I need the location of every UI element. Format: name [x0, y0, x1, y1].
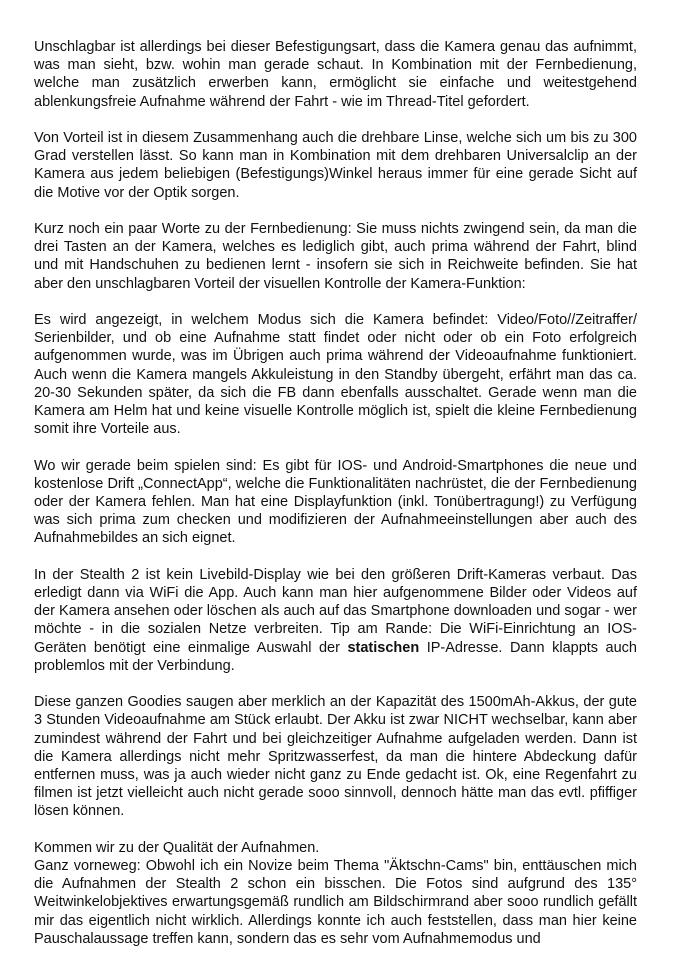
paragraph-quality: Ganz vorneweg: Obwohl ich ein Novize beim Thema "Äktschn-Cams" bin, enttäuschen mich die Aufnahmen der Stealth 2 schon ein bisschen. Die Fotos sind aufgrund des 135° Weitwinkelobjektives erwartungsgemäß rundlich am Bildschirmrand aber sooo rundlich gefällt mir das eigentlich nicht wirklich. Allerdings konnte ich auch feststellen, dass man hier keine Pauschalaussage treffen kann, sondern das es sehr vom Aufnahmemodus und	[34, 858, 637, 947]
paragraph-rotatable-lens: Von Vorteil ist in diesem Zusammenhang auch die drehbare Linse, welche sich um bis zu 300 Grad verstellen lässt. So kann man in Kombination mit dem drehbaren Universalclip an der Kamera aus jedem beliebigen (Befestigungs)Winkel heraus immer für eine gerade Sicht auf die Motive vor der Optik sorgen.	[34, 130, 637, 201]
paragraph-mount-advantage: Unschlagbar ist allerdings bei dieser Befestigungsart, dass die Kamera genau das aufnimmt, was man sieht, bzw. wohin man gerade schaut. In Kombination mit der Fernbedienung, welche man zusätzlich erwerben kann, ermöglicht sie einfache und weitestgehend ablenkungsfreie Aufnahme während der Fahrt - wie im Thread-Titel gefordert.	[34, 39, 637, 110]
paragraph-remote-control: Kurz noch ein paar Worte zu der Fernbedienung: Sie muss nichts zwingend sein, da man die drei Tasten an der Kamera, welches es lediglich gibt, auch prima während der Fahrt, blind und mit Handschuhen zu bedienen lernt - insofern sie sich in Reichweite befinden. Sie hat aber den unschlagbaren Vorteil der visuellen Kontrolle der Kamera-Funktion:	[34, 221, 637, 292]
paragraph-connect-app: Wo wir gerade beim spielen sind: Es gibt für IOS- und Android-Smartphones die neue und kostenlose Drift „ConnectApp“, welche die Funktionalitäten nachrüstet, die der Fernbedienung oder der Kamera fehlen. Man hat eine Displayfunktion (inkl. Tonübertragung!) zu Verfügung was sich prima zum checken und modifizieren der Aufnahmeeinstellungen aber auch des Aufnahmebildes an sich eignet.	[34, 457, 637, 547]
quality-heading: Kommen wir zu der Qualität der Aufnahmen.	[34, 839, 320, 856]
paragraph-battery: Diese ganzen Goodies saugen aber merklich an der Kapazität des 1500mAh-Akkus, der gute 3 Stunden Videoaufnahme am Stück erlaubt. Der Akku ist zwar NICHT wechselbar, kann aber zumindest während der Fahrt und bei gleichzeitiger Aufnahme aufgeladen werden. Dann ist die Kamera allerdings nicht mehr Spritzwasserfest, da man die hintere Abdeckung dafür entfernen muss, was ja auch wieder nicht ganz zu Ende gedacht ist. Ok, eine Regenfahrt zu filmen ist jetzt vielleicht auch nicht gerade sooo sinnvoll, dennoch hätte man das evtl. pfiffiger lösen können.	[34, 694, 637, 820]
stealth-bold-word: statischen	[347, 639, 420, 656]
paragraph-stealth-wifi	[34, 566, 637, 675]
stealth-text-after: IP-Adresse. Dann klappts auch problemlos mit der Verbindung.	[34, 639, 637, 674]
stealth-text-before: In der Stealth 2 ist kein Livebild-Display wie bei den größeren Drift-Kameras verbaut. Das erledigt dann via WiFi die App. Auch kann man hier aufgenommene Bilder oder Videos auf der Kamera ansehen oder löschen als auch auf das Smartphone downloaden und sogar - wer möchte - in die sozialen Netze verbreiten. Tip am Rande: Die WiFi-Einrichtung an IOS-Geräten benötigt eine einmalige Auswahl der	[34, 566, 637, 656]
paragraph-mode-display: Es wird angezeigt, in welchem Modus sich die Kamera befindet: Video/Foto//Zeitraffer/ Serienbilder, und ob eine Aufnahme statt findet oder nicht oder ob ein Foto erfolgreich aufgenommen wurde, was im Übrigen auch prima während der Videoaufnahme funktioniert. Auch wenn die Kamera mangels Akkuleistung in den Standby übergeht, erfährt man das ca. 20-30 Sekunden später, da sich die FB dann ebenfalls ausschaltet. Gerade wenn man die Kamera am Helm hat und keine visuelle Kontrolle möglich ist, spielt die kleine Fernbedienung somit ihre Vorteile aus.	[34, 312, 637, 438]
document-page	[34, 38, 637, 948]
